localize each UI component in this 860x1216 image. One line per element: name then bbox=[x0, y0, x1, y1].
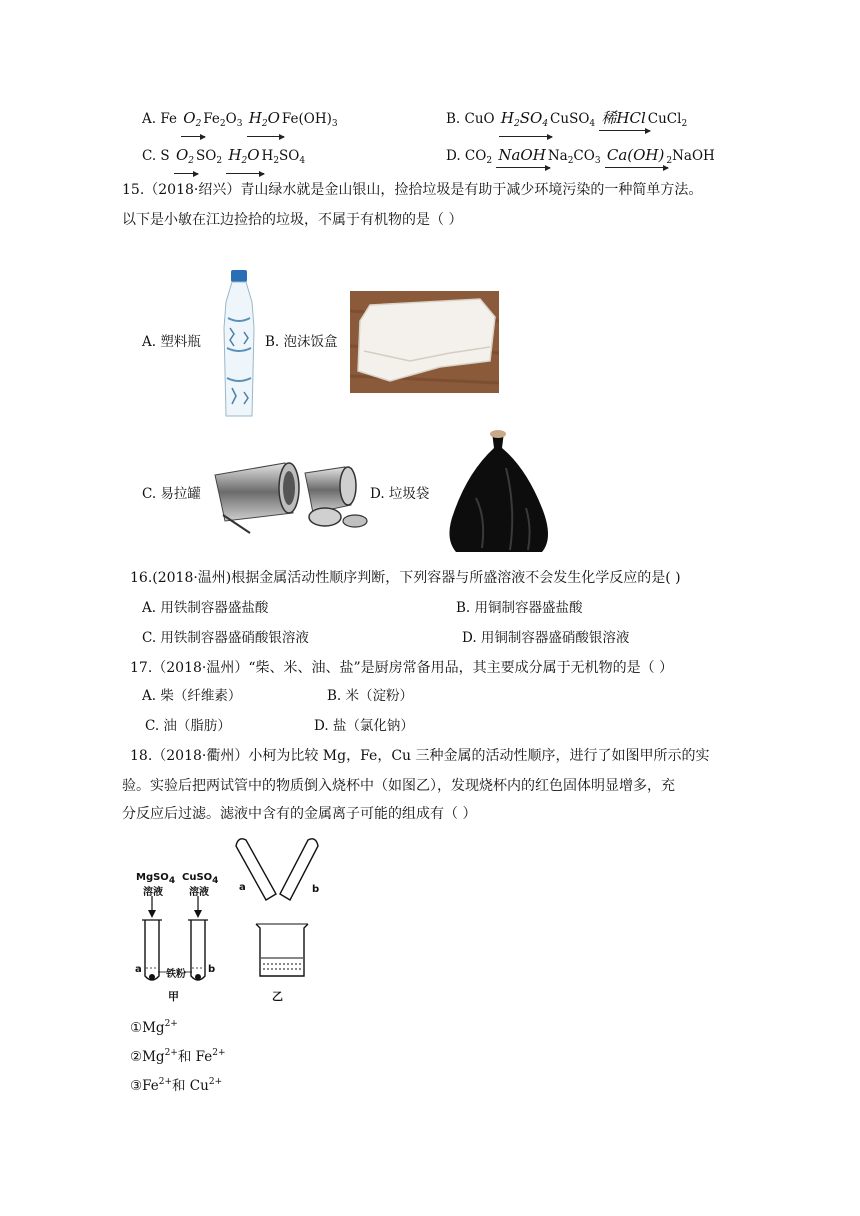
reaction-arrow: 稀HCl bbox=[599, 108, 647, 132]
q14-option-b: B. CuO $H_2SO_4$ CuSO$_4$ 稀HCl CuCl$_2$ bbox=[446, 108, 687, 138]
reaction-arrow: $H_2O$ bbox=[247, 108, 282, 138]
q18-choice-2: $②Mg^{2+}$和 $Fe^{2+}$ bbox=[130, 1048, 226, 1065]
figure-yi-label: 乙 bbox=[272, 990, 283, 1003]
q17-option-b: B. 米（淀粉） bbox=[327, 688, 414, 704]
q16-stem: 16.(2018·温州)根据金属活动性顺序判断，下列容器与所盛溶液不会发生化学反应的是( ) bbox=[130, 570, 681, 586]
q18-choice-3: $③Fe^{2+}$和 $Cu^{2+}$ bbox=[130, 1077, 223, 1094]
q17-option-d: D. 盐（氯化钠） bbox=[314, 718, 414, 734]
reaction-arrow: Ca(OH) bbox=[605, 145, 667, 169]
q15-option-a: A. 塑料瓶 bbox=[142, 334, 201, 350]
reaction-arrow: $H_2SO_4$ bbox=[499, 108, 550, 138]
reaction-arrow: $H_2O$ bbox=[226, 145, 261, 175]
experiment-drawing bbox=[132, 838, 332, 1008]
q15-stem-line2: 以下是小敏在江边捡拾的垃圾，不属于有机物的是（ ） bbox=[122, 212, 463, 228]
q16-option-a: A. 用铁制容器盛盐酸 bbox=[142, 600, 269, 616]
experiment-figure bbox=[132, 838, 332, 1008]
q17-option-a: A. 柴（纤维素） bbox=[142, 688, 242, 704]
tube-b-label: b bbox=[208, 964, 216, 975]
reaction-arrow: NaOH bbox=[496, 145, 547, 169]
q15-option-c: C. 易拉罐 bbox=[142, 486, 201, 502]
q17-stem: 17.（2018·温州）“柴、米、油、盐”是厨房常备用品，其主要成分属于无机物的是（ ） bbox=[130, 660, 674, 676]
q17-option-c: C. 油（脂肪） bbox=[145, 718, 231, 734]
figure-jia-label: 甲 bbox=[168, 990, 179, 1003]
q15-option-b: B. 泡沫饭盒 bbox=[265, 334, 338, 350]
tube-a-label: a bbox=[135, 964, 142, 975]
cans-image bbox=[205, 455, 370, 535]
q16-option-b: B. 用铜制容器盛盐酸 bbox=[456, 600, 583, 616]
q16-option-d: D. 用铜制容器盛硝酸银溶液 bbox=[462, 630, 630, 646]
q15-stem-line1: 15.（2018·绍兴）青山绿水就是金山银山，捡拾垃圾是有助于减少环境污染的一种简单方法。 bbox=[122, 182, 703, 198]
reaction-arrow: $O_2$ bbox=[181, 108, 203, 138]
garbage-bag-image bbox=[446, 428, 550, 556]
plastic-bottle-image bbox=[214, 268, 264, 418]
q18-choice-1: $①Mg^{2+}$ bbox=[130, 1019, 178, 1036]
q14-option-d: D. $CO_2$ NaOH $Na_2CO_3$ Ca(OH) $_2$NaOH bbox=[446, 145, 715, 171]
q16-option-c: C. 用铁制容器盛硝酸银溶液 bbox=[142, 630, 309, 646]
q15-option-d: D. 垃圾袋 bbox=[370, 486, 430, 502]
tilted-tube-b-label: b bbox=[312, 884, 320, 895]
q14-option-c: C. S $O_2$ $SO_2$ $H_2O$ $H_2SO_4$ bbox=[142, 145, 305, 175]
cuso4-label: CuSO$_4$ 溶液 bbox=[182, 872, 219, 898]
tilted-tube-a-label: a bbox=[239, 882, 246, 893]
reaction-arrow: $O_2$ bbox=[174, 145, 196, 175]
foam-box-image bbox=[350, 291, 499, 393]
q18-stem-line1: 18.（2018·衢州）小柯为比较 Mg，Fe，Cu 三种金属的活动性顺序，进行了如图甲所示的实 bbox=[130, 748, 710, 764]
q18-stem-line3: 分反应后过滤。滤液中含有的金属离子可能的组成有（ ） bbox=[122, 806, 477, 822]
iron-powder-label: 铁粉 bbox=[166, 969, 186, 980]
mgso4-label: MgSO$_4$ 溶液 bbox=[136, 872, 176, 898]
q18-stem-line2: 验。实验后把两试管中的物质倒入烧杯中（如图乙），发现烧杯内的红色固体明显增多，充 bbox=[122, 778, 675, 794]
q14-option-a: A. Fe $O_2$ $Fe_2O_3$ $H_2O$ $Fe(OH)_3$ bbox=[142, 108, 338, 138]
